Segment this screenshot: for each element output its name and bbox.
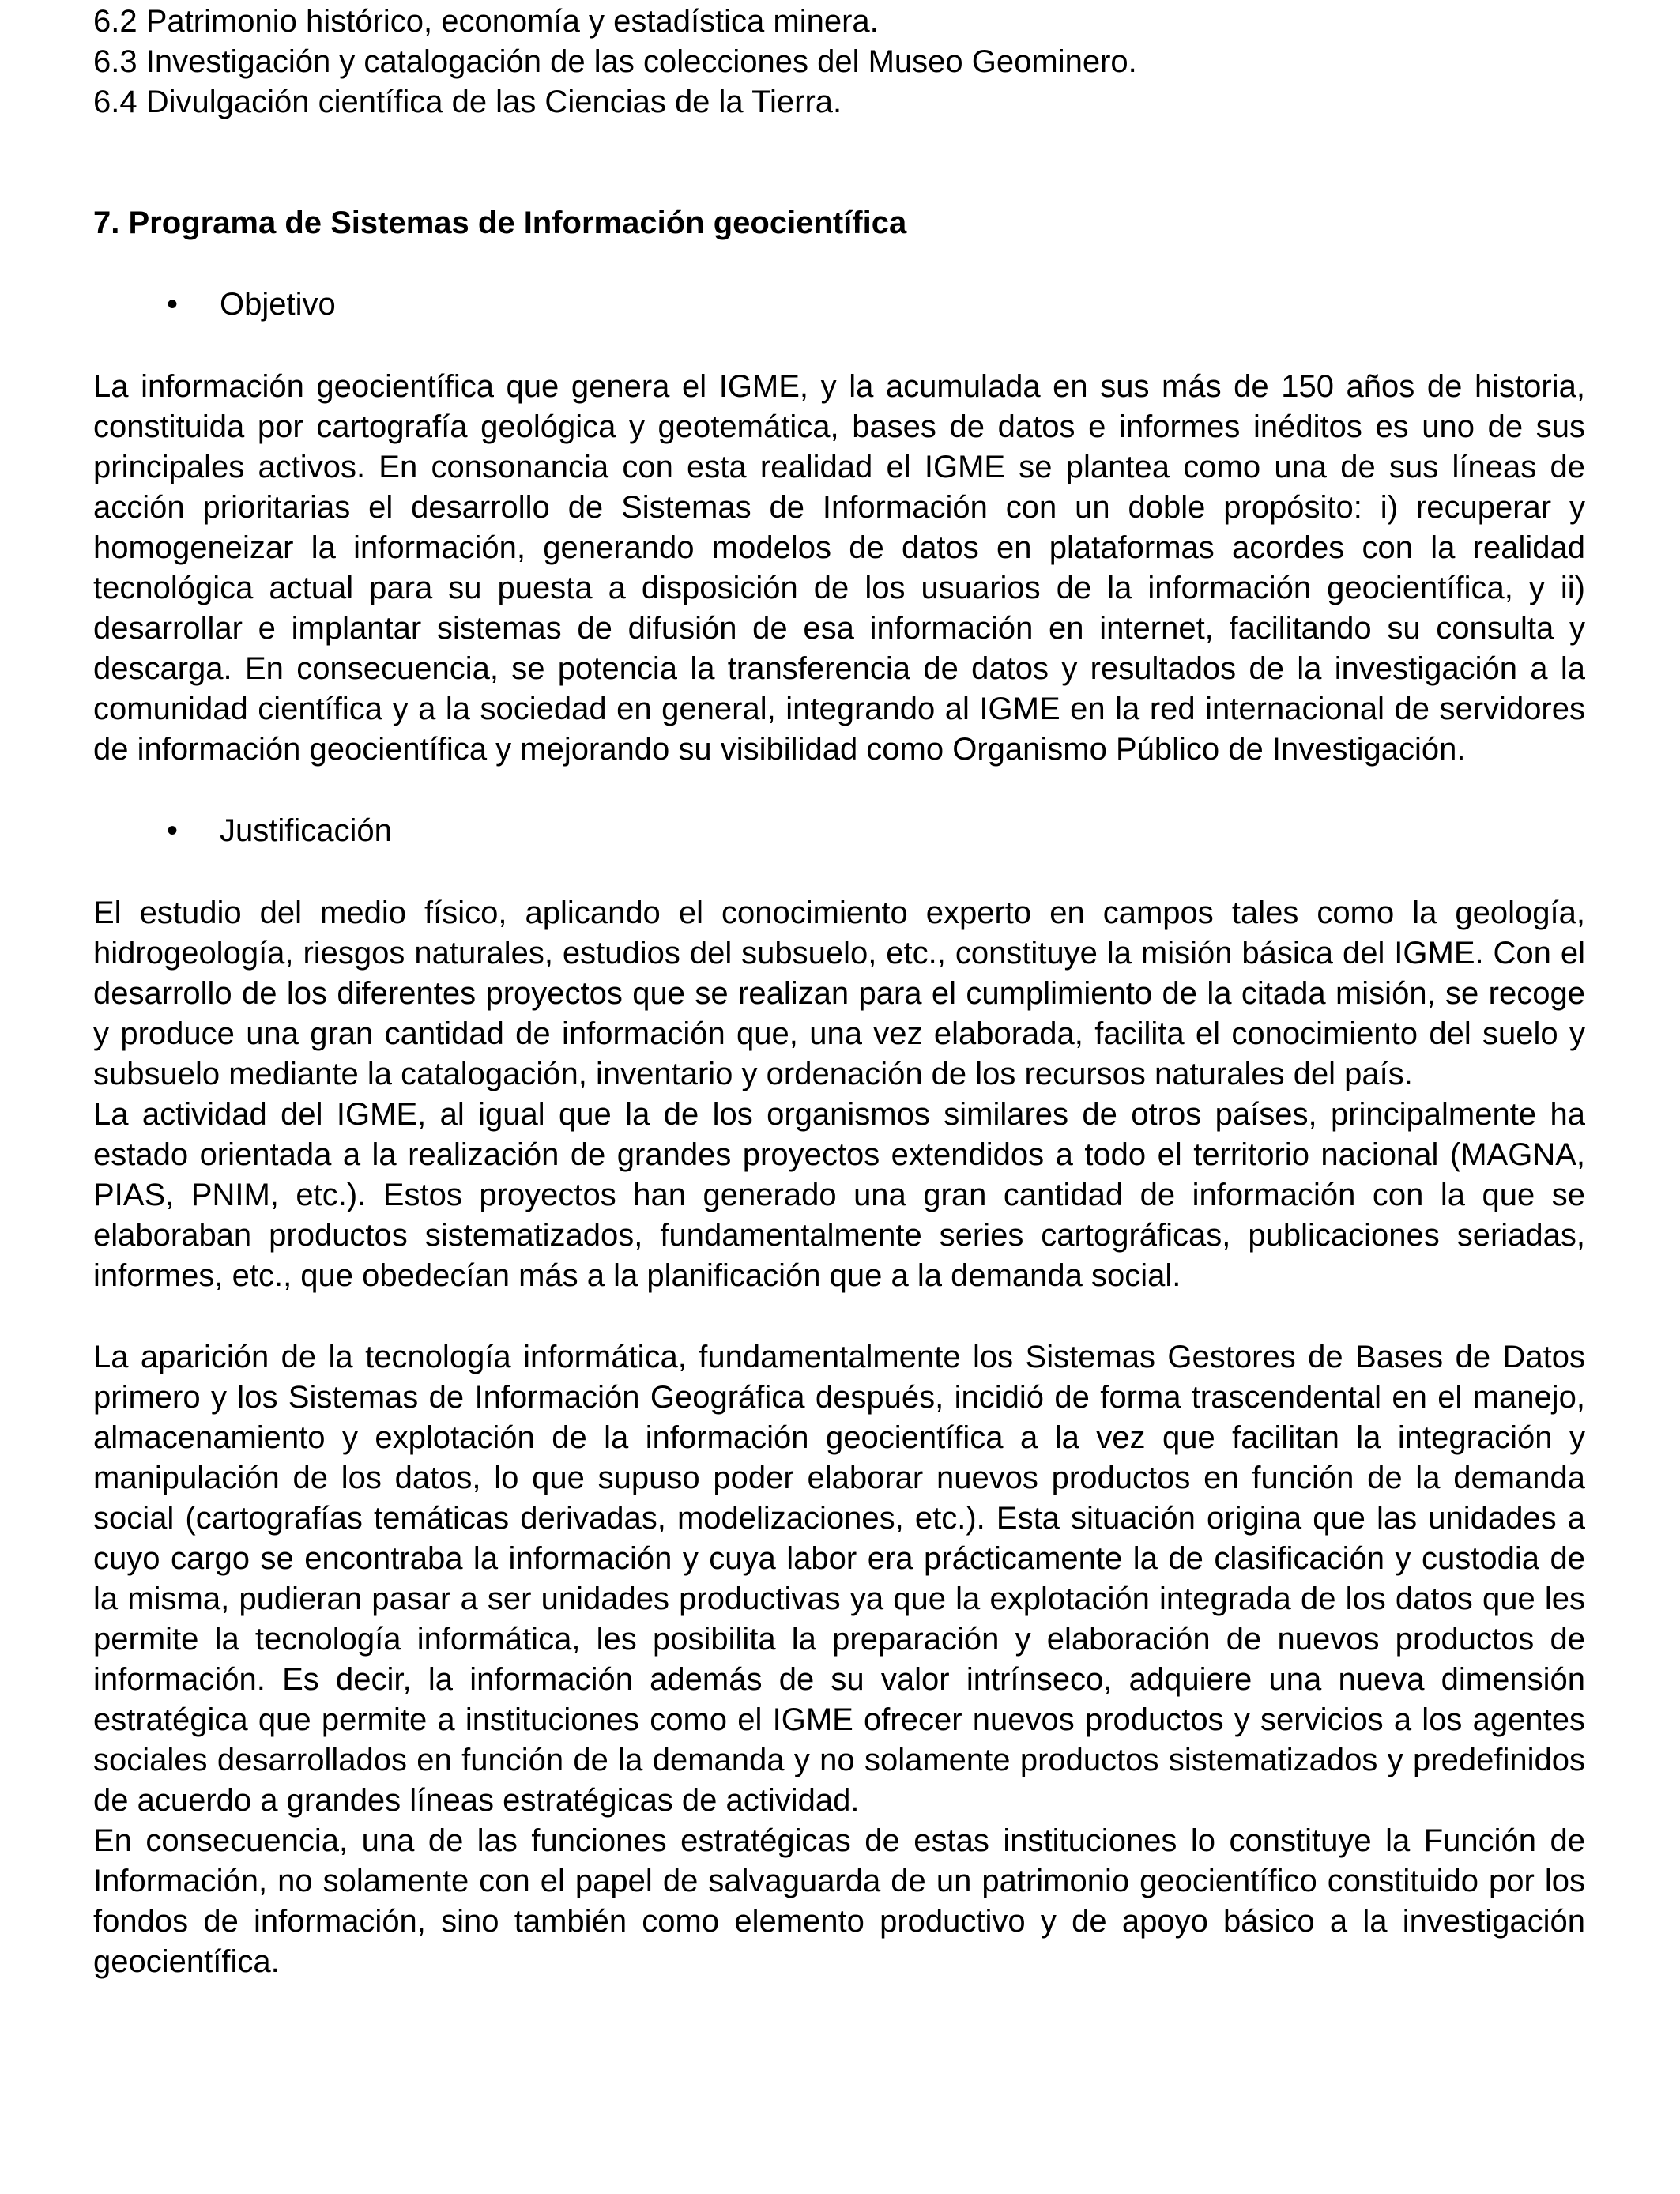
section-heading: 7. Programa de Sistemas de Información geocientífica: [93, 205, 907, 240]
paragraph-justificacion-2: La actividad del IGME, al igual que la de los organismos similares de otros países, principalmente ha estado orientada a la realización de grandes proyectos extendidos a todo el territorio nacional (MAGNA, PIAS, PNIM, etc.). Estos proyectos han generado una gran cantidad de información con la que se elaboraban productos sistematizados, fundamentalmente series cartográficas, publicaciones seriadas, informes, etc., que obedecían más a la planificación que a la demanda social.: [93, 1097, 1585, 1293]
bullet-justificacion: [93, 811, 1585, 851]
paragraph-justificacion-4: En consecuencia, una de las funciones estratégicas de estas instituciones lo constituye la Función de Información, no solamente con el papel de salvaguarda de un patrimonio geocientífico constituido por los fondos de información, sino también como elemento productivo y de apoyo básico a la investigación geocientífica.: [93, 1823, 1585, 1979]
toc-list: [93, 2, 1585, 123]
paragraph-justificacion-1: El estudio del medio físico, aplicando el conocimiento experto en campos tales como la geología, hidrogeología, riesgos naturales, estudios del subsuelo, etc., constituye la misión básica del IGME. Con el desarrollo de los diferentes proyectos que se realizan para el cumplimiento de la citada misión, se recoge y produce una gran cantidad de información que, una vez elaborada, facilita el conocimiento del suelo y subsuelo mediante la catalogación, inventario y ordenación de los recursos naturales del país.: [93, 895, 1585, 1091]
paragraph-objetivo: La información geocientífica que genera el IGME, y la acumulada en sus más de 150 años de historia, constituida por cartografía geológica y geotemática, bases de datos e informes inéditos es uno de sus principales activos. En consonancia con esta realidad el IGME se plantea como una de sus líneas de acción prioritarias el desarrollo de Sistemas de Información con un doble propósito: i) recuperar y homogeneizar la información, generando modelos de datos en plataformas acordes con la realidad tecnológica actual para su puesta a disposición de los usuarios de la información geocientífica, y ii) desarrollar e implantar sistemas de difusión de esa información en internet, facilitando su consulta y descarga. En consecuencia, se potencia la transferencia de datos y resultados de la investigación a la comunidad científica y a la sociedad en general, integrando al IGME en la red internacional de servidores de información geocientífica y mejorando su visibilidad como Organismo Público de Investigación.: [93, 369, 1585, 767]
bullet-label-objetivo: Objetivo: [220, 287, 336, 322]
toc-item-6-2: 6.2 Patrimonio histórico, economía y estadística minera.: [93, 4, 879, 39]
bullet-icon: •: [166, 813, 178, 848]
document-page: [93, 0, 1585, 1982]
paragraph-justificacion-3: La aparición de la tecnología informática, fundamentalmente los Sistemas Gestores de Bases de Datos primero y los Sistemas de Información Geográfica después, incidió de forma trascendental en el manejo, almacenamiento y explotación de la información geocientífica a la vez que facilitan la integración y manipulación de los datos, lo que supuso poder elaborar nuevos productos en función de la demanda social (cartografías temáticas derivadas, modelizaciones, etc.). Esta situación origina que las unidades a cuyo cargo se encontraba la información y cuya labor era prácticamente la de clasificación y custodia de la misma, pudieran pasar a ser unidades productivas ya que la explotación integrada de los datos que les permite la tecnología informática, les posibilita la preparación y elaboración de nuevos productos de información. Es decir, la información además de su valor intrínseco, adquiere una nueva dimensión estratégica que permite a instituciones como el IGME ofrecer nuevos productos y servicios a los agentes sociales desarrollados en función de la demanda y no solamente productos sistematizados y predefinidos de acuerdo a grandes líneas estratégicas de actividad.: [93, 1340, 1585, 1818]
bullet-icon: •: [166, 287, 178, 322]
bullet-label-justificacion: Justificación: [220, 813, 392, 848]
toc-item-6-4: 6.4 Divulgación científica de las Ciencias de la Tierra.: [93, 85, 842, 119]
toc-item-6-3: 6.3 Investigación y catalogación de las colecciones del Museo Geominero.: [93, 44, 1137, 79]
bullet-objetivo: [93, 285, 1585, 325]
